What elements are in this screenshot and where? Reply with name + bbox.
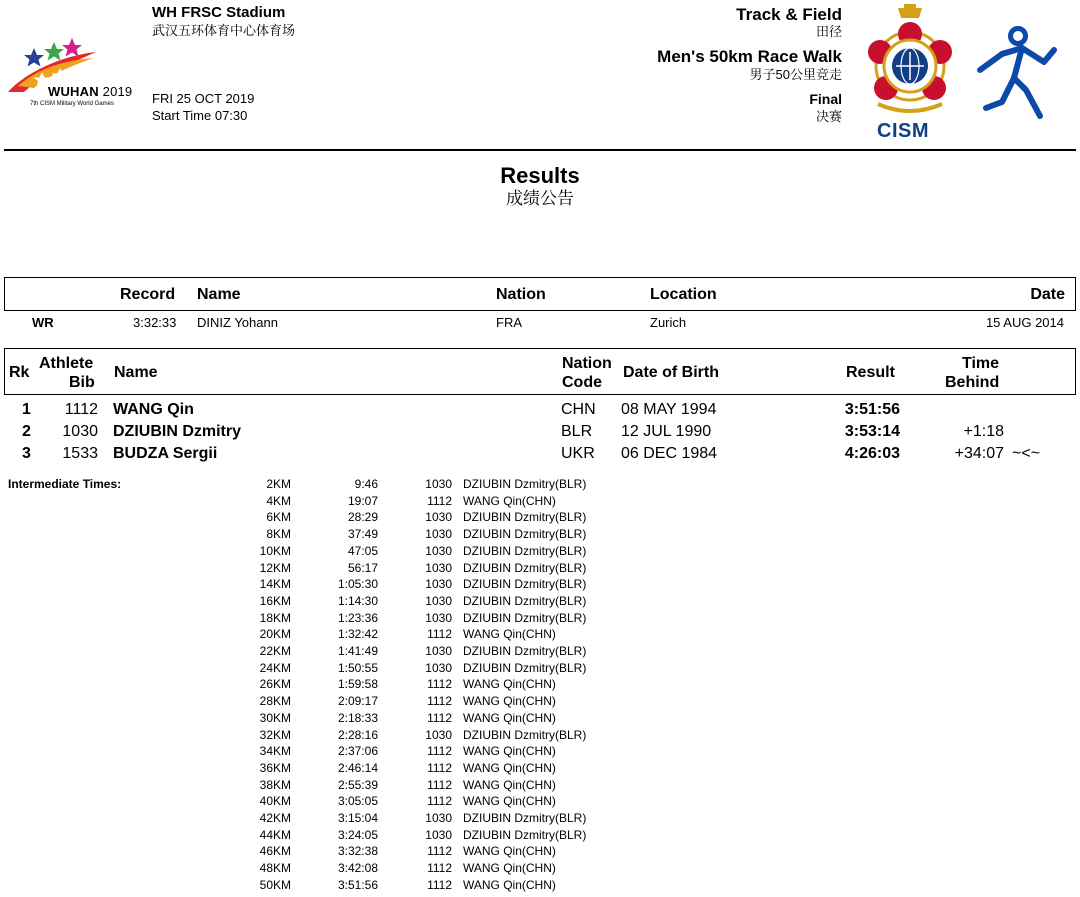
- leader-bib: 1030: [425, 660, 452, 675]
- cism-emblem-icon: [860, 4, 960, 120]
- event-name-en: Men's 50km Race Walk: [657, 47, 842, 66]
- event-date: [152, 90, 254, 124]
- split-distance: 34KM: [259, 744, 291, 759]
- leader-bib: 1030: [425, 644, 452, 658]
- date-col-header: Date: [1030, 286, 1065, 303]
- leader-name: WANG Qin(CHN): [463, 627, 556, 642]
- leader-name: DZIUBIN Dzmitry(BLR): [463, 610, 587, 625]
- name-col-header: Name: [197, 286, 241, 303]
- race-walk-icon: [972, 22, 1072, 122]
- split-distance: 6KM: [266, 510, 291, 525]
- cism-logo: [860, 4, 960, 142]
- leader-name: WANG Qin(CHN): [463, 844, 556, 859]
- record-nation: FRA: [496, 315, 522, 330]
- split-time: 3:32:38: [337, 844, 378, 859]
- split-distance: 46KM: [259, 844, 291, 859]
- rank-cell: 3: [22, 445, 31, 462]
- split-time: 3:05:05: [337, 794, 378, 809]
- leader-bib: 1030: [425, 510, 452, 525]
- intermediate-row: [0, 711, 1080, 728]
- result-cell: 3:53:14: [844, 423, 900, 440]
- split-time: 1:59:58: [337, 677, 378, 692]
- leader-name: DZIUBIN Dzmitry(BLR): [463, 560, 587, 575]
- intermediate-row: [0, 861, 1080, 878]
- split-distance: 26KM: [259, 677, 291, 692]
- bib-cell: 1533: [62, 445, 98, 462]
- title-en: Results: [500, 163, 580, 188]
- rank-col-header: Rk: [9, 364, 30, 381]
- event-info: [657, 6, 842, 126]
- split-distance: 2KM: [266, 477, 291, 491]
- leader-name: DZIUBIN Dzmitry(BLR): [463, 510, 587, 525]
- record-holder-name: DINIZ Yohann: [197, 315, 278, 330]
- leader-bib: 1112: [427, 744, 452, 759]
- intermediate-row: [0, 510, 1080, 527]
- leader-name: WANG Qin(CHN): [463, 694, 556, 709]
- record-result: 3:32:33: [133, 315, 177, 330]
- rank-cell: 1: [22, 401, 31, 418]
- leader-name: DZIUBIN Dzmitry(BLR): [463, 543, 587, 558]
- split-time: 19:07: [347, 493, 378, 508]
- split-time: 1:32:42: [337, 627, 378, 642]
- leader-name: DZIUBIN Dzmitry(BLR): [463, 577, 587, 592]
- leader-bib: 1030: [425, 811, 452, 825]
- leader-bib: 1030: [425, 827, 452, 842]
- time-behind-cell: +1:18: [963, 423, 1004, 440]
- split-time: 3:24:05: [337, 827, 378, 842]
- leader-bib: 1112: [427, 710, 452, 725]
- leader-name: WANG Qin(CHN): [463, 493, 556, 508]
- bib-col-header-line1: Athlete: [39, 355, 94, 372]
- split-distance: 4KM: [266, 493, 291, 508]
- wuhan-2019-logo: [4, 34, 144, 112]
- intermediate-row: [0, 594, 1080, 611]
- split-distance: 14KM: [259, 577, 291, 592]
- split-time: 3:42:08: [337, 861, 378, 876]
- note-cell: ~<~: [1012, 445, 1041, 462]
- leader-name: DZIUBIN Dzmitry(BLR): [463, 477, 587, 491]
- leader-name: DZIUBIN Dzmitry(BLR): [463, 827, 587, 842]
- title-zh: 成绩公告: [506, 189, 574, 208]
- split-time: 47:05: [347, 543, 378, 558]
- intermediate-row: [0, 627, 1080, 644]
- leader-name: WANG Qin(CHN): [463, 744, 556, 759]
- games-logo-text: WUHAN 2019: [48, 84, 133, 99]
- split-distance: 44KM: [259, 827, 291, 842]
- dob-col-header: Date of Birth: [623, 364, 719, 381]
- leader-name: WANG Qin(CHN): [463, 677, 556, 692]
- leader-bib: 1030: [425, 527, 452, 542]
- leader-bib: 1112: [427, 794, 452, 809]
- split-distance: 42KM: [259, 811, 291, 825]
- split-time: 1:05:30: [337, 577, 378, 592]
- split-time: 2:28:16: [337, 727, 378, 742]
- venue: [152, 4, 295, 40]
- result-cell: 4:26:03: [844, 445, 900, 462]
- result-row: [0, 401, 1080, 423]
- leader-bib: 1112: [427, 694, 452, 709]
- intermediate-row: [0, 878, 1080, 895]
- games-logo-subtitle: 7th CISM Military World Games: [30, 101, 114, 107]
- record-type: WR: [32, 315, 54, 330]
- split-distance: 24KM: [259, 660, 291, 675]
- start-time: Start Time 07:30: [152, 108, 248, 123]
- leader-name: DZIUBIN Dzmitry(BLR): [463, 593, 587, 608]
- split-time: 9:46: [354, 477, 378, 491]
- behind-col-header-line1: Time: [962, 355, 1000, 372]
- split-time: 2:46:14: [337, 760, 378, 775]
- leader-bib: 1030: [425, 543, 452, 558]
- intermediate-row: [0, 611, 1080, 628]
- split-distance: 20KM: [259, 627, 291, 642]
- intermediate-row: [0, 527, 1080, 544]
- leader-bib: 1112: [427, 627, 452, 642]
- nation-cell: BLR: [561, 423, 593, 440]
- split-time: 37:49: [347, 527, 378, 542]
- leader-bib: 1112: [427, 677, 452, 692]
- leader-bib: 1112: [427, 493, 452, 508]
- leader-name: WANG Qin(CHN): [463, 794, 556, 809]
- split-distance: 28KM: [259, 694, 291, 709]
- athlete-name-cell: DZIUBIN Dzmitry: [113, 423, 242, 440]
- leader-name: DZIUBIN Dzmitry(BLR): [463, 660, 587, 675]
- split-distance: 8KM: [266, 527, 291, 542]
- leader-bib: 1030: [425, 477, 452, 491]
- leader-name: DZIUBIN Dzmitry(BLR): [463, 644, 587, 658]
- split-time: 2:55:39: [337, 777, 378, 792]
- leader-name: WANG Qin(CHN): [463, 877, 556, 892]
- leader-bib: 1030: [425, 727, 452, 742]
- leader-name: WANG Qin(CHN): [463, 710, 556, 725]
- athlete-name-cell: WANG Qin: [113, 401, 194, 418]
- result-cell: 3:51:56: [844, 401, 900, 418]
- intermediate-row: [0, 694, 1080, 711]
- split-time: 2:18:33: [337, 710, 378, 725]
- leader-bib: 1112: [427, 777, 452, 792]
- split-time: 1:41:49: [337, 644, 378, 658]
- athlete-name-cell: BUDZA Sergii: [113, 445, 218, 462]
- split-distance: 12KM: [259, 560, 291, 575]
- dob-cell: 12 JUL 1990: [621, 423, 712, 440]
- split-distance: 22KM: [259, 644, 291, 658]
- sport-name-en: Track & Field: [736, 5, 842, 24]
- venue-name-en: WH FRSC Stadium: [152, 4, 286, 21]
- split-distance: 10KM: [259, 543, 291, 558]
- record-col-header: Record: [120, 286, 176, 303]
- leader-bib: 1112: [427, 844, 452, 859]
- bib-cell: 1030: [62, 423, 98, 440]
- nation-cell: CHN: [561, 401, 596, 418]
- dob-cell: 06 DEC 1984: [621, 445, 718, 462]
- leader-name: DZIUBIN Dzmitry(BLR): [463, 727, 587, 742]
- split-time: 28:29: [347, 510, 378, 525]
- nation-col-header-line1: Nation: [562, 355, 612, 372]
- intermediate-row: [0, 544, 1080, 561]
- result-col-header: Result: [846, 364, 895, 381]
- leader-name: WANG Qin(CHN): [463, 760, 556, 775]
- leader-name: DZIUBIN Dzmitry(BLR): [463, 527, 587, 542]
- intermediate-row: [0, 761, 1080, 778]
- page-title: [0, 164, 1080, 210]
- intermediate-row: [0, 828, 1080, 845]
- results-header: [4, 348, 1076, 395]
- behind-col-header-line2: Behind: [945, 374, 1000, 391]
- leader-bib: 1112: [427, 760, 452, 775]
- leader-bib: 1030: [425, 577, 452, 592]
- intermediate-row: [0, 644, 1080, 661]
- leader-name: WANG Qin(CHN): [463, 861, 556, 876]
- bib-cell: 1112: [64, 401, 98, 418]
- time-behind-cell: +34:07: [954, 445, 1004, 462]
- intermediate-row: [0, 677, 1080, 694]
- leader-name: WANG Qin(CHN): [463, 777, 556, 792]
- records-header: [4, 277, 1076, 311]
- intermediate-times-label: Intermediate Times:: [8, 477, 122, 491]
- split-distance: 40KM: [259, 794, 291, 809]
- split-distance: 36KM: [259, 760, 291, 775]
- intermediate-row: [0, 561, 1080, 578]
- split-time: 1:14:30: [337, 593, 378, 608]
- record-location: Zurich: [650, 315, 687, 330]
- split-time: 2:09:17: [337, 694, 378, 709]
- venue-name-zh: 武汉五环体育中心体育场: [152, 23, 296, 38]
- leader-bib: 1030: [425, 560, 452, 575]
- intermediate-row: [0, 794, 1080, 811]
- nation-col-header: Nation: [496, 286, 546, 303]
- date-text: FRI 25 OCT 2019: [152, 91, 255, 106]
- intermediate-row: [0, 728, 1080, 745]
- leader-bib: 1112: [427, 877, 452, 892]
- split-distance: 18KM: [259, 610, 291, 625]
- split-distance: 30KM: [259, 710, 291, 725]
- intermediate-row: [0, 477, 1080, 494]
- dob-cell: 08 MAY 1994: [621, 401, 717, 418]
- intermediate-row: [0, 494, 1080, 511]
- result-row: [0, 445, 1080, 467]
- intermediate-row: [0, 661, 1080, 678]
- rank-cell: 2: [22, 423, 31, 440]
- intermediate-row: [0, 778, 1080, 795]
- intermediate-row: [0, 577, 1080, 594]
- split-distance: 50KM: [259, 877, 291, 892]
- record-row: [0, 315, 1080, 333]
- name-col-header: Name: [114, 364, 158, 381]
- split-distance: 32KM: [259, 727, 291, 742]
- location-col-header: Location: [650, 286, 717, 303]
- split-distance: 16KM: [259, 593, 291, 608]
- sport-name-zh: 田径: [815, 24, 842, 39]
- leader-name: DZIUBIN Dzmitry(BLR): [463, 811, 587, 825]
- leader-bib: 1030: [425, 610, 452, 625]
- leader-bib: 1030: [425, 593, 452, 608]
- cism-logo-text: CISM: [877, 120, 929, 142]
- split-time: 3:51:56: [337, 877, 378, 892]
- header-divider: [4, 149, 1076, 151]
- nation-cell: UKR: [561, 445, 595, 462]
- result-row: [0, 423, 1080, 445]
- intermediate-row: [0, 744, 1080, 761]
- bib-col-header-line2: Bib: [69, 374, 95, 391]
- event-name-zh: 男子50公里竞走: [749, 67, 842, 82]
- phase-zh: 决赛: [815, 109, 842, 124]
- split-distance: 48KM: [259, 861, 291, 876]
- split-time: 3:15:04: [337, 811, 378, 825]
- intermediate-row: [0, 811, 1080, 828]
- split-time: 2:37:06: [337, 744, 378, 759]
- record-date: 15 AUG 2014: [985, 315, 1064, 330]
- intermediate-row: [0, 844, 1080, 861]
- nation-col-header-line2: Code: [562, 374, 602, 391]
- split-distance: 38KM: [259, 777, 291, 792]
- split-time: 1:23:36: [337, 610, 378, 625]
- phase-en: Final: [809, 91, 842, 107]
- split-time: 1:50:55: [337, 660, 378, 675]
- split-time: 56:17: [347, 560, 378, 575]
- leader-bib: 1112: [427, 861, 452, 876]
